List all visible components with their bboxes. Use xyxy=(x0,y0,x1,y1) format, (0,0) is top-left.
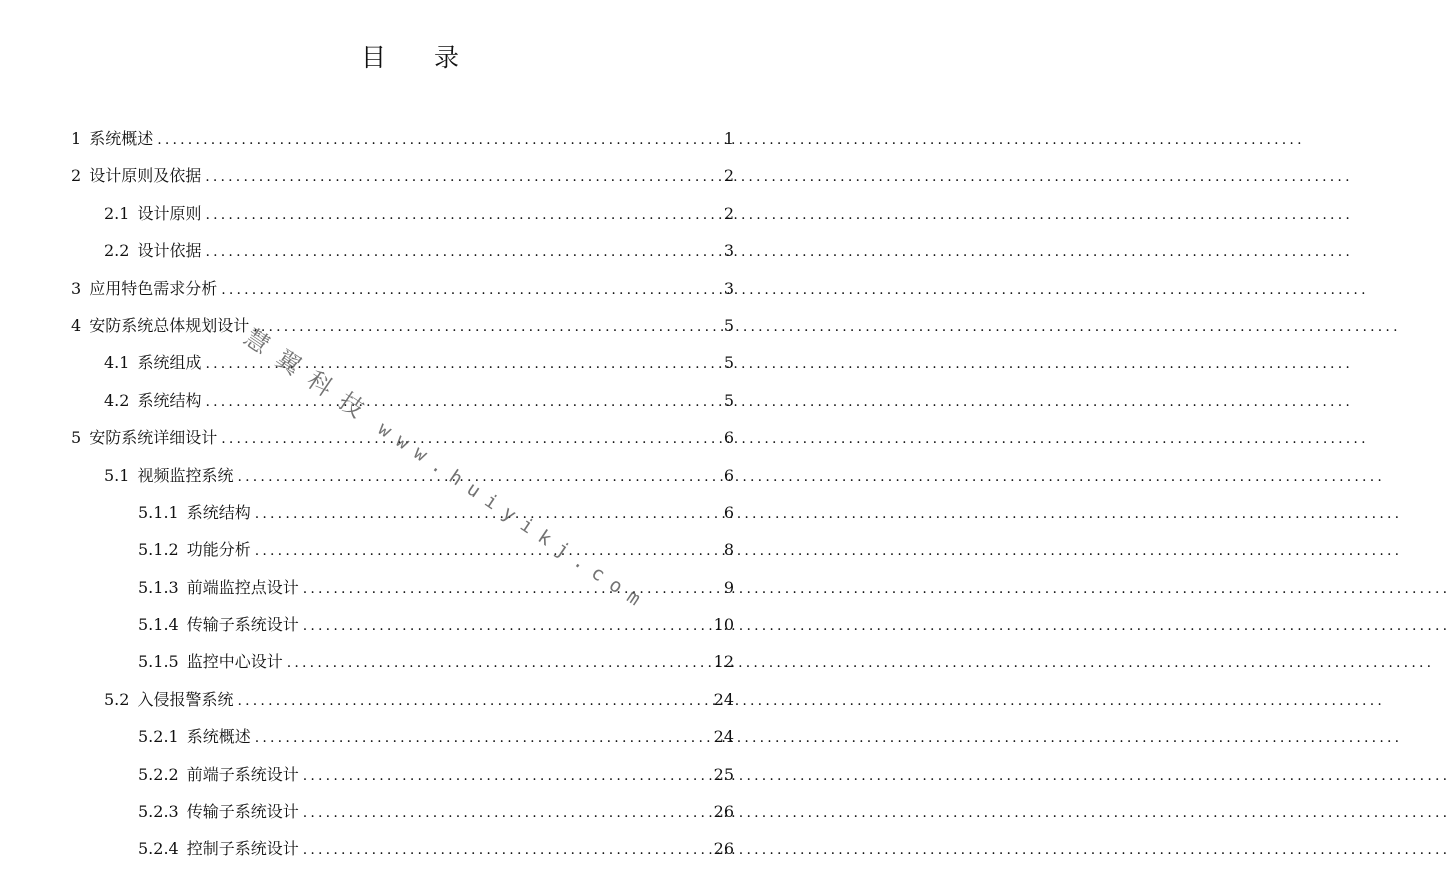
toc-entry-number: 2.1 xyxy=(104,203,130,223)
toc-entry-number: 5.1.1 xyxy=(138,502,179,522)
toc-entry[interactable] xyxy=(0,643,820,680)
toc-entry-number: 5.1.2 xyxy=(138,540,179,560)
toc-dot-leader xyxy=(303,795,1450,832)
toc-entry[interactable] xyxy=(0,494,820,531)
toc-entry-title: 系统组成 xyxy=(137,353,202,373)
toc-entry-title: 功能分析 xyxy=(186,540,251,560)
toc-entry-title: 控制子系统设计 xyxy=(186,839,299,859)
toc-dot-leader xyxy=(237,683,1385,720)
toc-entry-number: 4.2 xyxy=(104,390,130,410)
watermark-url: www.huiyikj.com xyxy=(373,417,653,616)
toc-entry-number: 5.1.5 xyxy=(138,652,179,672)
toc-entry[interactable] xyxy=(0,569,820,606)
toc-entry[interactable] xyxy=(0,232,820,269)
toc-entry-title: 系统概述 xyxy=(89,129,154,148)
toc-entry-page-number: 12 xyxy=(713,652,734,672)
toc-entry[interactable] xyxy=(0,382,820,419)
watermark-company: 慧翼科技 xyxy=(238,322,381,432)
toc-entry[interactable] xyxy=(0,606,820,643)
toc-entry[interactable] xyxy=(0,344,820,381)
toc-dot-leader xyxy=(205,197,1353,234)
toc-entry[interactable] xyxy=(0,195,820,232)
toc-dot-leader xyxy=(255,720,1403,757)
toc-entry-number: 5.2.1 xyxy=(138,727,179,747)
toc-entry-number: 5.1 xyxy=(104,465,130,485)
toc-dot-leader xyxy=(303,832,1450,869)
toc-entry-title: 传输子系统设计 xyxy=(186,615,299,635)
toc-entry-number: 4.1 xyxy=(104,353,130,373)
toc-entry-page-number: 3 xyxy=(723,241,734,261)
toc-entry[interactable] xyxy=(0,531,820,568)
toc-entry-page-number: 2 xyxy=(723,203,734,223)
toc-entry-page-number: 8 xyxy=(723,540,734,560)
toc-entry[interactable] xyxy=(0,830,820,867)
toc-entry-title: 应用特色需求分析 xyxy=(89,278,218,298)
toc-entry-number: 2 xyxy=(71,166,82,186)
toc-entry-title: 监控中心设计 xyxy=(186,652,283,672)
toc-entry-page-number: 6 xyxy=(723,465,734,485)
toc-entry-number: 5.2.4 xyxy=(138,839,179,859)
toc-dot-leader xyxy=(255,533,1403,570)
toc-entry-page-number: 5 xyxy=(723,353,734,373)
toc-entry-page-number: 1 xyxy=(723,129,734,148)
toc-dot-leader xyxy=(253,309,1401,346)
toc-entry-title: 前端监控点设计 xyxy=(186,577,299,597)
toc-entry-page-number: 9 xyxy=(723,577,734,597)
toc-entry[interactable] xyxy=(0,756,820,793)
toc-entry-page-number: 2 xyxy=(723,166,734,186)
toc-entry[interactable] xyxy=(0,793,820,830)
toc-dot-leader xyxy=(255,496,1403,533)
toc-entry-number: 5.1.4 xyxy=(138,615,179,635)
toc-entry-title: 入侵报警系统 xyxy=(137,689,234,709)
toc-entry[interactable] xyxy=(0,419,820,456)
toc-entry[interactable] xyxy=(0,681,820,718)
toc-entry-number: 5.2.2 xyxy=(138,764,179,784)
toc-entry-title: 系统结构 xyxy=(186,502,251,522)
toc-entry-page-number: 25 xyxy=(713,764,734,784)
toc-dot-leader xyxy=(205,346,1353,383)
toc-entry-number: 5.2 xyxy=(104,689,130,709)
toc-entry-title: 视频监控系统 xyxy=(137,465,234,485)
toc-entry-title: 系统结构 xyxy=(137,390,202,410)
toc-entry-page-number: 5 xyxy=(723,390,734,410)
toc-entry-page-number: 10 xyxy=(713,615,734,635)
toc-title: 目 录 xyxy=(361,43,479,72)
toc-entry-number: 3 xyxy=(71,278,82,298)
toc-entry[interactable] xyxy=(0,270,820,307)
toc-entry-page-number: 6 xyxy=(723,428,734,448)
toc-entry-number: 2.2 xyxy=(104,241,130,261)
toc-dot-leader xyxy=(287,645,1435,682)
toc-entry-page-number: 5 xyxy=(723,315,734,335)
toc-entry-number: 1 xyxy=(71,129,82,148)
toc-entry-title: 系统概述 xyxy=(186,727,251,747)
toc-list xyxy=(0,120,820,868)
toc-entry[interactable] xyxy=(0,718,820,755)
toc-entry-number: 5.2.3 xyxy=(138,802,179,822)
toc-entry[interactable] xyxy=(0,157,820,194)
toc-entry-number: 4 xyxy=(71,315,82,335)
toc-entry-title: 设计依据 xyxy=(137,241,202,261)
toc-entry-title: 安防系统总体规划设计 xyxy=(89,315,250,335)
toc-entry-page-number: 3 xyxy=(723,278,734,298)
toc-entry-page-number: 24 xyxy=(713,727,734,747)
toc-entry[interactable] xyxy=(0,457,820,494)
toc-entry-title: 设计原则及依据 xyxy=(89,166,202,186)
toc-dot-leader xyxy=(205,159,1353,196)
toc-entry-title: 安防系统详细设计 xyxy=(89,428,218,448)
toc-entry-title: 设计原则 xyxy=(137,203,202,223)
toc-dot-leader xyxy=(237,459,1385,496)
toc-entry-title: 传输子系统设计 xyxy=(186,802,299,822)
toc-dot-leader xyxy=(303,758,1450,795)
toc-entry-title: 前端子系统设计 xyxy=(186,764,299,784)
toc-entry-page-number: 24 xyxy=(713,689,734,709)
toc-dot-leader xyxy=(205,234,1353,271)
toc-entry-number: 5 xyxy=(71,428,82,448)
toc-entry-page-number: 26 xyxy=(713,839,734,859)
toc-entry-page-number: 6 xyxy=(723,502,734,522)
toc-entry[interactable] xyxy=(0,120,820,157)
toc-entry-page-number: 26 xyxy=(713,802,734,822)
toc-dot-leader xyxy=(303,608,1450,645)
toc-dot-leader xyxy=(221,272,1369,309)
toc-entry[interactable] xyxy=(0,307,820,344)
toc-dot-leader xyxy=(221,421,1369,458)
toc-entry-number: 5.1.3 xyxy=(138,577,179,597)
toc-dot-leader xyxy=(303,571,1450,608)
toc-dot-leader xyxy=(205,384,1353,421)
